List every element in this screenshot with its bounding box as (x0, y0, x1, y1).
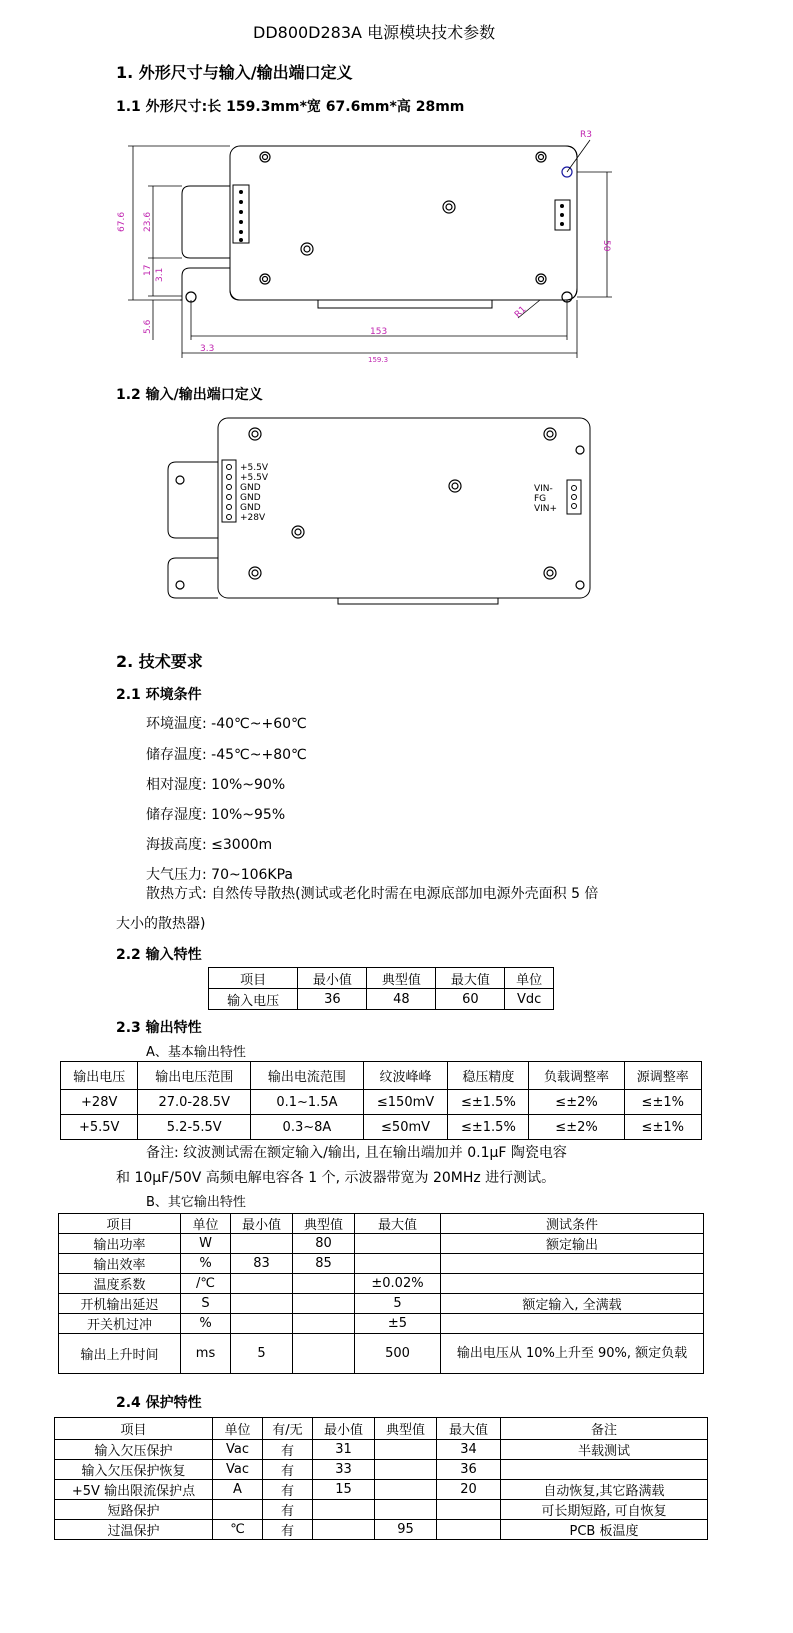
cell: ≤±1.5% (448, 1115, 529, 1140)
cell (375, 1500, 437, 1520)
cell (293, 1314, 355, 1334)
table-row (59, 1334, 704, 1374)
pin-label: GND (240, 483, 261, 493)
cell: 输入欠压保护恢复 (55, 1460, 213, 1480)
cell: ≤±2% (529, 1115, 624, 1140)
mount-holes (186, 152, 572, 302)
table-row (61, 1090, 702, 1115)
table-row (59, 1274, 704, 1294)
env-cooling-cont: 大小的散热器) (116, 916, 206, 932)
cell: ≤±2% (529, 1090, 624, 1115)
cell: 85 (293, 1254, 355, 1274)
env-storage-humidity: 储存湿度: 10%~95% (146, 807, 286, 823)
cell: /℃ (181, 1274, 231, 1294)
cell: 开机输出延迟 (59, 1294, 181, 1314)
cell: 输入欠压保护 (55, 1440, 213, 1460)
cell: 过温保护 (55, 1520, 213, 1540)
cell: Vac (213, 1440, 263, 1460)
pin-label: GND (240, 493, 261, 503)
cell: % (181, 1254, 231, 1274)
port-definition-drawing (0, 410, 793, 650)
cell: 半载测试 (501, 1440, 708, 1460)
ripple-note-line-2: 和 10μF/50V 高频电解电容各 1 个, 示波器带宽为 20MHz 进行测试。 (116, 1170, 556, 1186)
cell: 开关机过冲 (59, 1314, 181, 1334)
cell: 5 (355, 1294, 441, 1314)
cell (293, 1274, 355, 1294)
table-header: 最小值 (231, 1214, 293, 1234)
cell: 36 (437, 1460, 501, 1480)
cell (231, 1274, 293, 1294)
table-header: 稳压精度 (448, 1062, 529, 1090)
dim-17: 17 (143, 264, 153, 276)
table-header: 单位 (505, 968, 554, 989)
cell: 可长期短路, 可自恢复 (501, 1500, 708, 1520)
section-2-3-heading: 2.3 输出特性 (116, 1020, 202, 1036)
cell: 输出功率 (59, 1234, 181, 1254)
cell: 短路保护 (55, 1500, 213, 1520)
table-header: 项目 (59, 1214, 181, 1234)
table-header: 项目 (55, 1418, 213, 1440)
page-title: DD800D283A 电源模块技术参数 (253, 23, 496, 42)
cell: 有 (263, 1460, 313, 1480)
table-header: 纹波峰峰 (363, 1062, 448, 1090)
cell: 输出效率 (59, 1254, 181, 1274)
cell (355, 1254, 441, 1274)
cell: 温度系数 (59, 1274, 181, 1294)
pin-label: +28V (240, 513, 266, 523)
cell: 额定输入, 全满载 (441, 1294, 704, 1314)
table-row (59, 1234, 704, 1254)
cell (293, 1294, 355, 1314)
pin-label: +5.5V (240, 473, 269, 483)
cell: 83 (231, 1254, 293, 1274)
pin-label: GND (240, 503, 261, 513)
table-row (55, 1500, 708, 1520)
cell: 34 (437, 1440, 501, 1460)
cell: A (213, 1480, 263, 1500)
cell: 15 (313, 1480, 375, 1500)
cell: ≤±1% (624, 1090, 701, 1115)
cell: 额定输出 (441, 1234, 704, 1254)
dim-5-6: 5.6 (143, 319, 153, 334)
table-header: 单位 (213, 1418, 263, 1440)
cell: 0.3~8A (251, 1115, 364, 1140)
cell: ms (181, 1334, 231, 1374)
section-2-1-heading: 2.1 环境条件 (116, 687, 202, 703)
outline-dimension-drawing (0, 0, 793, 380)
cell: ≤150mV (363, 1090, 448, 1115)
dim-3-3: 3.3 (200, 344, 215, 354)
table-header: 输出电流范围 (251, 1062, 364, 1090)
cell: 有 (263, 1480, 313, 1500)
cell: 48 (367, 989, 436, 1010)
cell: Vdc (505, 989, 554, 1010)
table-header: 最大值 (436, 968, 505, 989)
cell: 输入电压 (209, 989, 298, 1010)
table-header: 单位 (181, 1214, 231, 1234)
cell: ≤50mV (363, 1115, 448, 1140)
cell (441, 1314, 704, 1334)
table-header: 项目 (209, 968, 298, 989)
cell: ±0.02% (355, 1274, 441, 1294)
table-header: 输出电压 (61, 1062, 138, 1090)
table-header: 最大值 (355, 1214, 441, 1234)
table-row (59, 1254, 704, 1274)
pin-label: VIN+ (534, 504, 558, 514)
cell: S (181, 1294, 231, 1314)
cell: Vac (213, 1460, 263, 1480)
cell: W (181, 1234, 231, 1254)
cell: PCB 板温度 (501, 1520, 708, 1540)
cell: ≤±1.5% (448, 1090, 529, 1115)
cell: ℃ (213, 1520, 263, 1540)
table-row (59, 1294, 704, 1314)
cell (231, 1314, 293, 1334)
cell (231, 1234, 293, 1254)
cell (355, 1234, 441, 1254)
env-cooling: 散热方式: 自然传导散热(测试或老化时需在电源底部加电源外壳面积 5 倍 (146, 886, 599, 902)
output-basic-table (60, 1061, 702, 1140)
cell: 20 (437, 1480, 501, 1500)
cell: 有 (263, 1520, 313, 1540)
cell: ≤±1% (624, 1115, 701, 1140)
cell: 自动恢复,其它路满载 (501, 1480, 708, 1500)
cell (293, 1334, 355, 1374)
table-header: 最小值 (298, 968, 367, 989)
cell (501, 1460, 708, 1480)
env-storage-temp: 储存温度: -45℃~+80℃ (146, 747, 307, 763)
cell: 有 (263, 1500, 313, 1520)
output-other-table (58, 1213, 704, 1374)
input-table (208, 967, 554, 1010)
section-2-heading: 2. 技术要求 (116, 652, 203, 671)
table-header: 典型值 (367, 968, 436, 989)
cell: 95 (375, 1520, 437, 1540)
sub-heading-b: B、其它输出特性 (146, 1195, 246, 1210)
cell: % (181, 1314, 231, 1334)
cell: 33 (313, 1460, 375, 1480)
table-header: 典型值 (293, 1214, 355, 1234)
cell: 60 (436, 989, 505, 1010)
cell: 500 (355, 1334, 441, 1374)
table-header: 负载调整率 (529, 1062, 624, 1090)
table-row (55, 1460, 708, 1480)
cell (313, 1500, 375, 1520)
cell (231, 1294, 293, 1314)
cell (441, 1274, 704, 1294)
section-2-2-heading: 2.2 输入特性 (116, 947, 202, 963)
dim-23-6: 23.6 (143, 211, 153, 232)
cell: 5.2-5.5V (138, 1115, 251, 1140)
cell: 有 (263, 1440, 313, 1460)
cell (313, 1520, 375, 1540)
table-row (55, 1440, 708, 1460)
env-pressure: 大气压力: 70~106KPa (146, 867, 294, 883)
cell: 31 (313, 1440, 375, 1460)
table-row (55, 1520, 708, 1540)
pin-label: FG (534, 494, 547, 504)
cell (441, 1254, 704, 1274)
cell (213, 1500, 263, 1520)
cell (375, 1460, 437, 1480)
cell: +5V 输出限流保护点 (55, 1480, 213, 1500)
protection-table (54, 1417, 708, 1540)
env-humidity: 相对湿度: 10%~90% (146, 777, 286, 793)
cell: 80 (293, 1234, 355, 1254)
sub-heading-a: A、基本输出特性 (146, 1045, 246, 1060)
table-row (209, 989, 554, 1010)
ripple-note-line-1: 备注: 纹波测试需在额定输入/输出, 且在输出端加并 0.1μF 陶瓷电容 (146, 1145, 567, 1161)
table-row (55, 1480, 708, 1500)
table-row (59, 1314, 704, 1334)
section-1-1-heading: 1.1 外形尺寸:长 159.3mm*宽 67.6mm*高 28mm (116, 99, 465, 115)
dim-67-6: 67.6 (117, 211, 127, 232)
table-row (61, 1115, 702, 1140)
cell: +28V (61, 1090, 138, 1115)
dim-3-1: 3.1 (155, 267, 165, 282)
cell (375, 1480, 437, 1500)
table-header: 最小值 (313, 1418, 375, 1440)
cell: 5 (231, 1334, 293, 1374)
cell: 输出上升时间 (59, 1334, 181, 1374)
cell (437, 1500, 501, 1520)
dim-159-3: 159.3 (368, 356, 389, 364)
section-1-heading: 1. 外形尺寸与输入/输出端口定义 (116, 63, 353, 82)
table-header: 源调整率 (624, 1062, 701, 1090)
cell (375, 1440, 437, 1460)
pin-label: VIN- (534, 484, 553, 494)
table-header: 典型值 (375, 1418, 437, 1440)
dim-153: 153 (370, 327, 388, 337)
table-header: 输出电压范围 (138, 1062, 251, 1090)
table-header: 备注 (501, 1418, 708, 1440)
cell: 输出电压从 10%上升至 90%, 额定负载 (441, 1334, 704, 1374)
cell: 27.0-28.5V (138, 1090, 251, 1115)
cell: +5.5V (61, 1115, 138, 1140)
cell (437, 1520, 501, 1540)
cell: 0.1~1.5A (251, 1090, 364, 1115)
cell: 36 (298, 989, 367, 1010)
table-header: 有/无 (263, 1418, 313, 1440)
section-1-2-heading: 1.2 输入/输出端口定义 (116, 387, 263, 403)
dim-r3: R3 (580, 130, 592, 140)
section-2-4-heading: 2.4 保护特性 (116, 1395, 202, 1411)
env-altitude: 海拔高度: ≤3000m (146, 837, 273, 853)
env-ambient-temp: 环境温度: -40℃~+60℃ (146, 716, 307, 732)
table-header: 最大值 (437, 1418, 501, 1440)
cell: ±5 (355, 1314, 441, 1334)
pin-label: +5.5V (240, 463, 269, 473)
dim-r1: R1 (513, 304, 529, 321)
dim-50: 50 (601, 240, 611, 252)
table-header: 测试条件 (441, 1214, 704, 1234)
